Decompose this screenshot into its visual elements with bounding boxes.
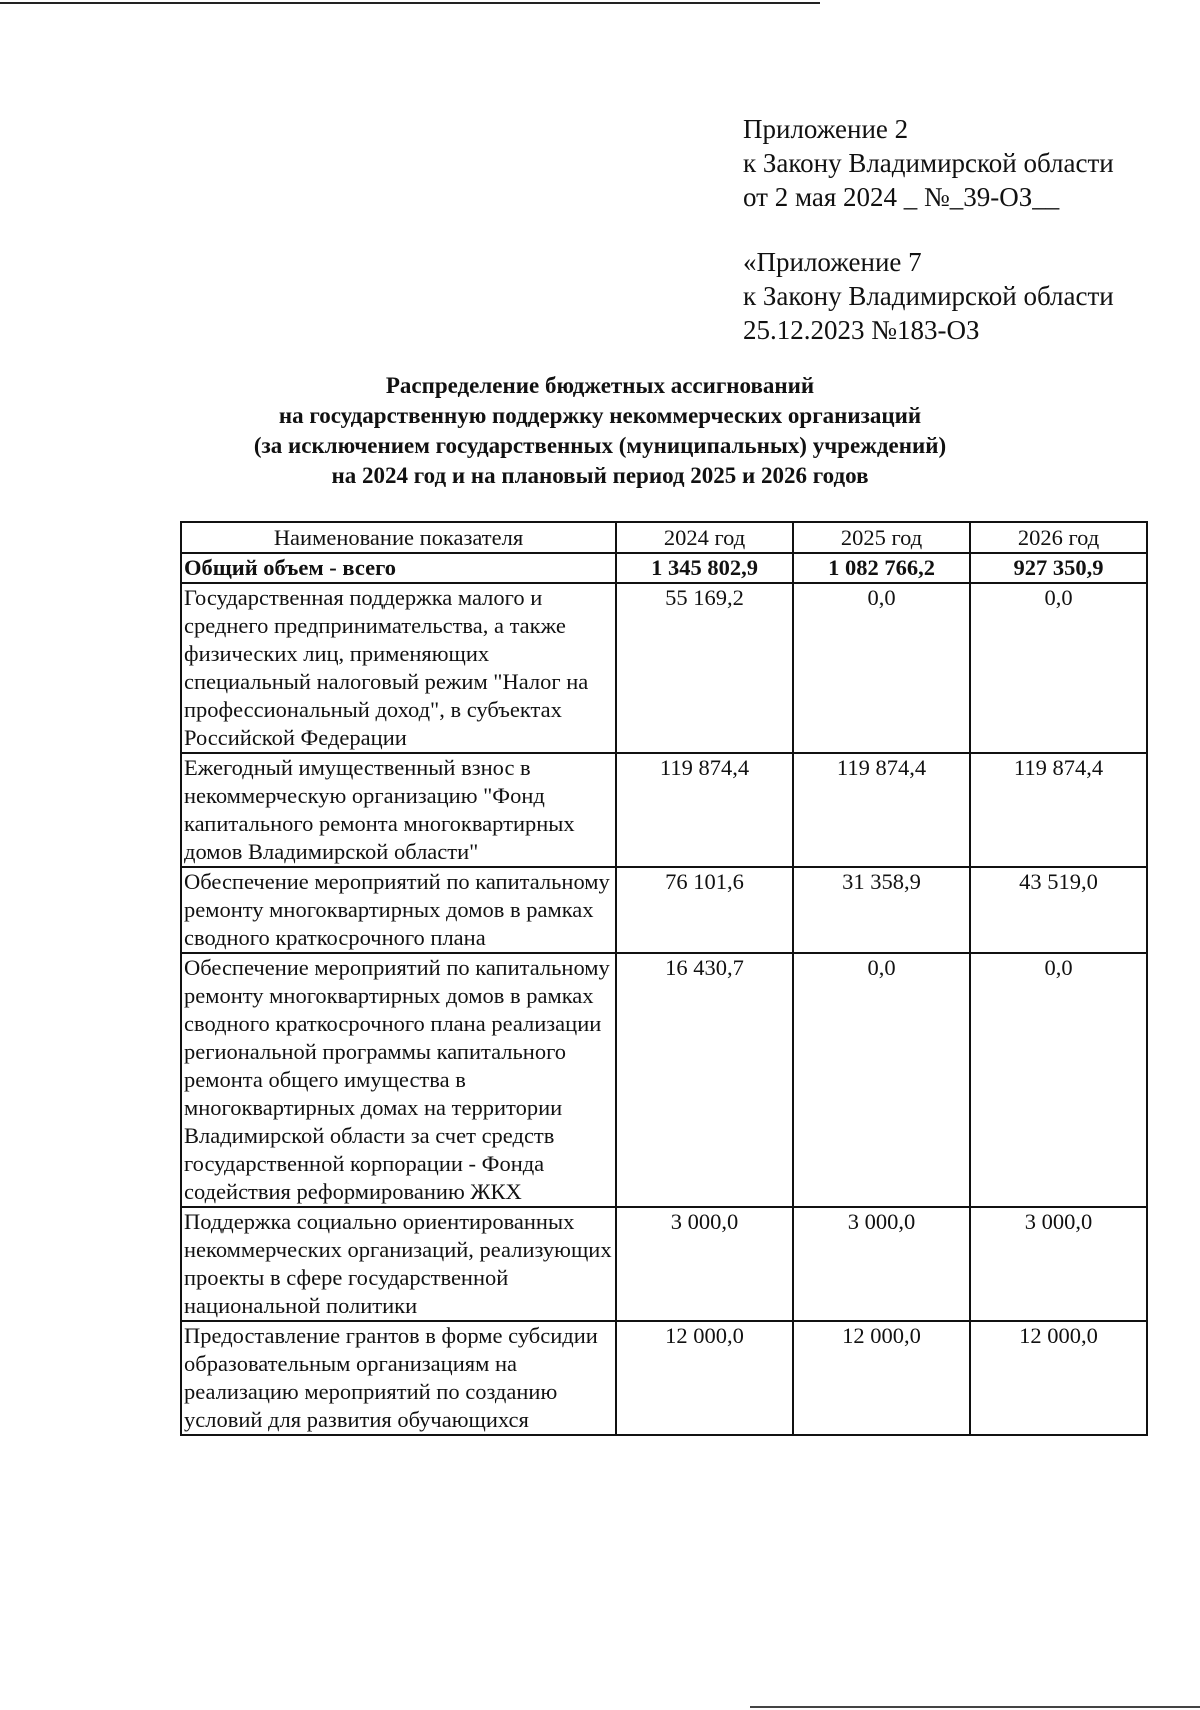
row-2026: 43 519,0 (970, 867, 1147, 953)
row-2024: 55 169,2 (616, 583, 793, 753)
scan-edge-top (0, 2, 820, 4)
appendix-amended-line-2: к Закону Владимирской области (743, 281, 1114, 311)
title-line-1: Распределение бюджетных ассигнований (385, 373, 815, 398)
appendix-current-header (743, 112, 1114, 214)
row-name: Обеспечение мероприятий по капитальному ремонту многоквартирных домов в рамках сводного краткосрочного плана реализации региональной программы капитального ремонта общего имущества в многоквартирных домах на территории Владимирской области за счет средств государственной корпорации - Фонда содействия реформированию ЖКХ (181, 953, 616, 1207)
row-2024: 12 000,0 (616, 1321, 793, 1435)
row-2025: 0,0 (793, 583, 970, 753)
table-row (181, 953, 1147, 1207)
appendix-current-line-1: Приложение 2 (743, 114, 909, 144)
appendix-amended-line-3: 25.12.2023 №183-ОЗ (743, 315, 980, 345)
row-2024: 119 874,4 (616, 753, 793, 867)
row-2026: 0,0 (970, 583, 1147, 753)
title-line-3: (за исключением государственных (муниципальных) учреждений) (253, 433, 947, 458)
row-2026: 0,0 (970, 953, 1147, 1207)
table-row (181, 867, 1147, 953)
table-row (181, 583, 1147, 753)
row-name: Обеспечение мероприятий по капитальному ремонту многоквартирных домов в рамках сводного краткосрочного плана (181, 867, 616, 953)
header-year-2024: 2024 год (616, 522, 793, 553)
appendix-current-line-2: к Закону Владимирской области (743, 148, 1114, 178)
appendix-amended-header (743, 245, 1114, 347)
row-2025: 119 874,4 (793, 753, 970, 867)
title-line-4: на 2024 год и на плановый период 2025 и 2026 годов (331, 463, 869, 488)
row-2024: 3 000,0 (616, 1207, 793, 1321)
table-header-row (181, 522, 1147, 553)
table-row (181, 753, 1147, 867)
row-2025: 12 000,0 (793, 1321, 970, 1435)
title-line-2: на государственную поддержку некоммерческих организаций (278, 403, 922, 428)
scan-edge-bottom (750, 1706, 1200, 1708)
header-year-2026: 2026 год (970, 522, 1147, 553)
total-2025: 1 082 766,2 (793, 553, 970, 583)
row-name: Поддержка социально ориентированных некоммерческих организаций, реализующих проекты в сфере государственной национальной политики (181, 1207, 616, 1321)
total-2026: 927 350,9 (970, 553, 1147, 583)
budget-table (180, 521, 1148, 1436)
row-2025: 31 358,9 (793, 867, 970, 953)
table-row (181, 1321, 1147, 1435)
row-2025: 0,0 (793, 953, 970, 1207)
total-2024: 1 345 802,9 (616, 553, 793, 583)
row-2024: 76 101,6 (616, 867, 793, 953)
table-row (181, 1207, 1147, 1321)
header-indicator-name: Наименование показателя (181, 522, 616, 553)
row-2026: 3 000,0 (970, 1207, 1147, 1321)
table-row-total (181, 553, 1147, 583)
total-name: Общий объем - всего (181, 553, 616, 583)
row-name: Государственная поддержка малого и среднего предпринимательства, а также физических лиц, применяющих специальный налоговый режим "Налог на профессиональный доход", в субъектах Российской Федерации (181, 583, 616, 753)
row-2025: 3 000,0 (793, 1207, 970, 1321)
row-name: Предоставление грантов в форме субсидии образовательным организациям на реализацию мероприятий по созданию условий для развития обучающихся (181, 1321, 616, 1435)
header-year-2025: 2025 год (793, 522, 970, 553)
document-title (150, 371, 1050, 491)
row-2026: 12 000,0 (970, 1321, 1147, 1435)
row-2024: 16 430,7 (616, 953, 793, 1207)
row-2026: 119 874,4 (970, 753, 1147, 867)
appendix-amended-line-1: «Приложение 7 (743, 247, 922, 277)
appendix-current-line-3: от 2 мая 2024 _ №_39-ОЗ__ (743, 182, 1060, 212)
row-name: Ежегодный имущественный взнос в некоммерческую организацию "Фонд капитального ремонта многоквартирных домов Владимирской области" (181, 753, 616, 867)
